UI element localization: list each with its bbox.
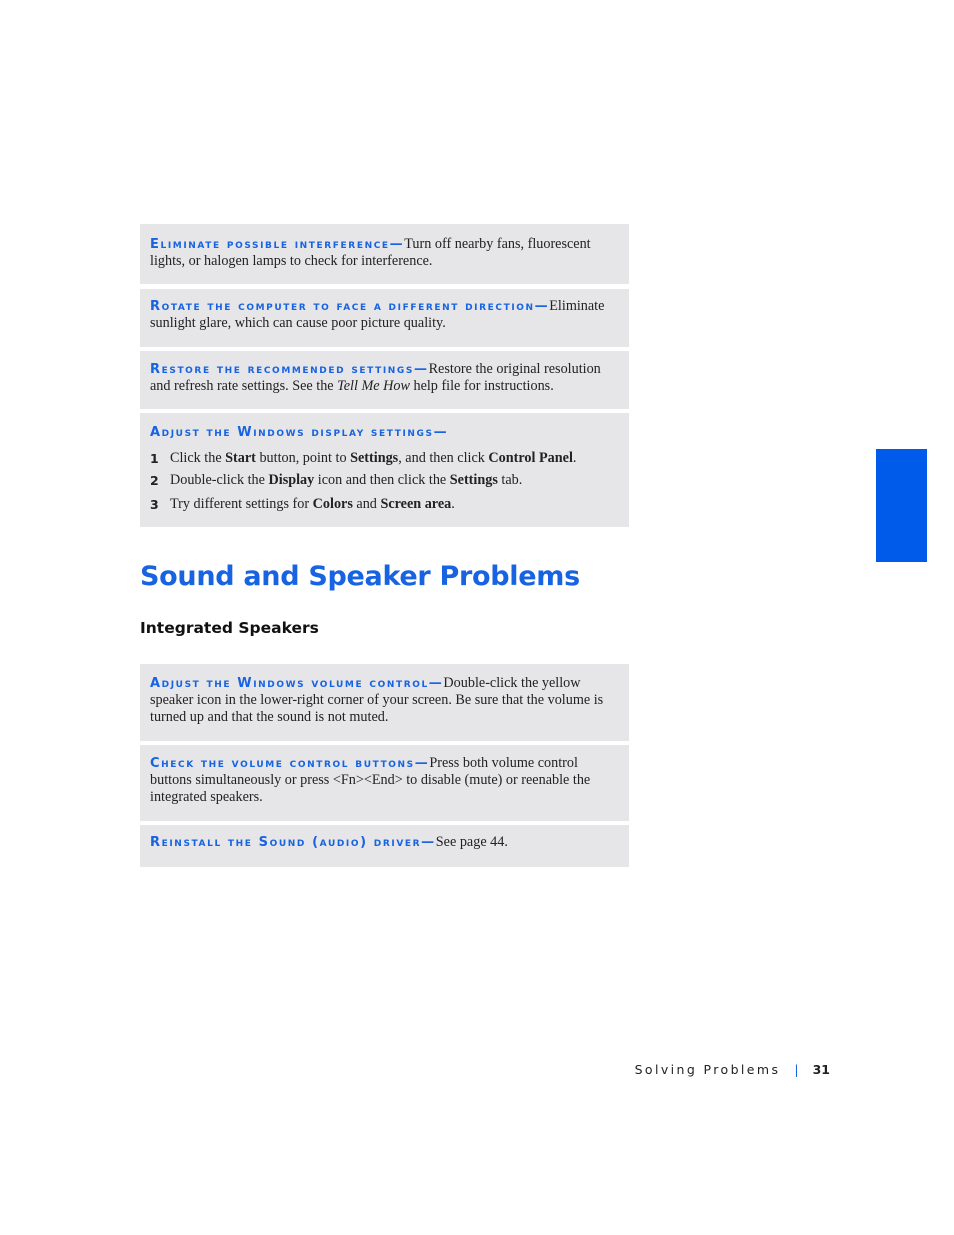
step-text: tab. <box>497 472 523 488</box>
tip-adjust-display-settings <box>140 413 629 527</box>
step-term: Settings <box>350 450 399 466</box>
step-term: Settings <box>449 472 498 488</box>
list-item <box>150 450 619 467</box>
tip-text: See page 44. <box>435 834 508 850</box>
tip-lead: Adjust the Windows volume control— <box>150 676 444 691</box>
tip-lead: Eliminate possible interference— <box>150 237 405 252</box>
step-text: . <box>451 496 455 512</box>
help-file-name: Tell Me How <box>337 378 410 394</box>
step-text: button, point to <box>255 450 351 466</box>
chapter-tab <box>876 449 927 562</box>
step-number: 3 <box>150 497 159 512</box>
step-number: 2 <box>150 473 159 488</box>
step-text: , and then click <box>398 450 489 466</box>
page-number: 31 <box>812 1062 830 1077</box>
tip-text: Press both volume control buttons simultaneously or press <Fn><End> to disable (mute) or reenable the integrated speakers. <box>150 755 591 805</box>
tip-text: Eliminate sunlight glare, which can cause poor picture quality. <box>150 298 605 331</box>
tip-reinstall-driver <box>140 825 629 867</box>
page-footer <box>635 1062 830 1077</box>
step-term: Control Panel <box>488 450 573 466</box>
tip-rotate-computer <box>140 289 629 347</box>
tip-lead: Rotate the computer to face a different direction— <box>150 299 550 314</box>
tip-lead: Adjust the Windows display settings— <box>150 425 449 440</box>
tip-adjust-volume-control <box>140 664 629 741</box>
step-term: Display <box>268 472 315 488</box>
tip-lead: Restore the recommended settings— <box>150 362 429 377</box>
step-text: Click the <box>170 450 226 466</box>
subsection-title: Integrated Speakers <box>140 619 319 637</box>
tip-lead: Reinstall the Sound (audio) driver— <box>150 835 436 850</box>
step-number: 1 <box>150 451 159 466</box>
step-term: Colors <box>312 496 353 512</box>
step-text: . <box>572 450 577 466</box>
tip-text: Double-click the yellow speaker icon in the lower-right corner of your screen. Be sure that the volume is turned up and that the sound is not muted. <box>150 675 604 725</box>
step-text: and <box>352 496 381 512</box>
tip-lead: Check the volume control buttons— <box>150 756 430 771</box>
tip-check-volume-buttons <box>140 745 629 821</box>
step-term: Screen area <box>380 496 452 512</box>
step-text: Double-click the <box>170 472 269 488</box>
step-text: Try different settings for <box>170 496 313 512</box>
list-item <box>150 472 619 489</box>
footer-title: Solving Problems <box>634 1062 781 1077</box>
tip-restore-settings <box>140 351 629 409</box>
list-item <box>150 496 619 513</box>
tip-text: Restore the original resolution and refresh rate settings. See the <box>150 361 601 394</box>
tip-text: help file for instructions. <box>409 378 554 394</box>
step-term: Start <box>225 450 256 466</box>
tip-eliminate-interference <box>140 224 629 284</box>
section-title: Sound and Speaker Problems <box>140 561 580 592</box>
steps-list <box>150 450 619 513</box>
footer-separator: | <box>794 1062 799 1077</box>
step-text: icon and then click the <box>314 472 450 488</box>
tip-text: Turn off nearby fans, fluorescent lights, or halogen lamps to check for interference. <box>150 236 591 269</box>
